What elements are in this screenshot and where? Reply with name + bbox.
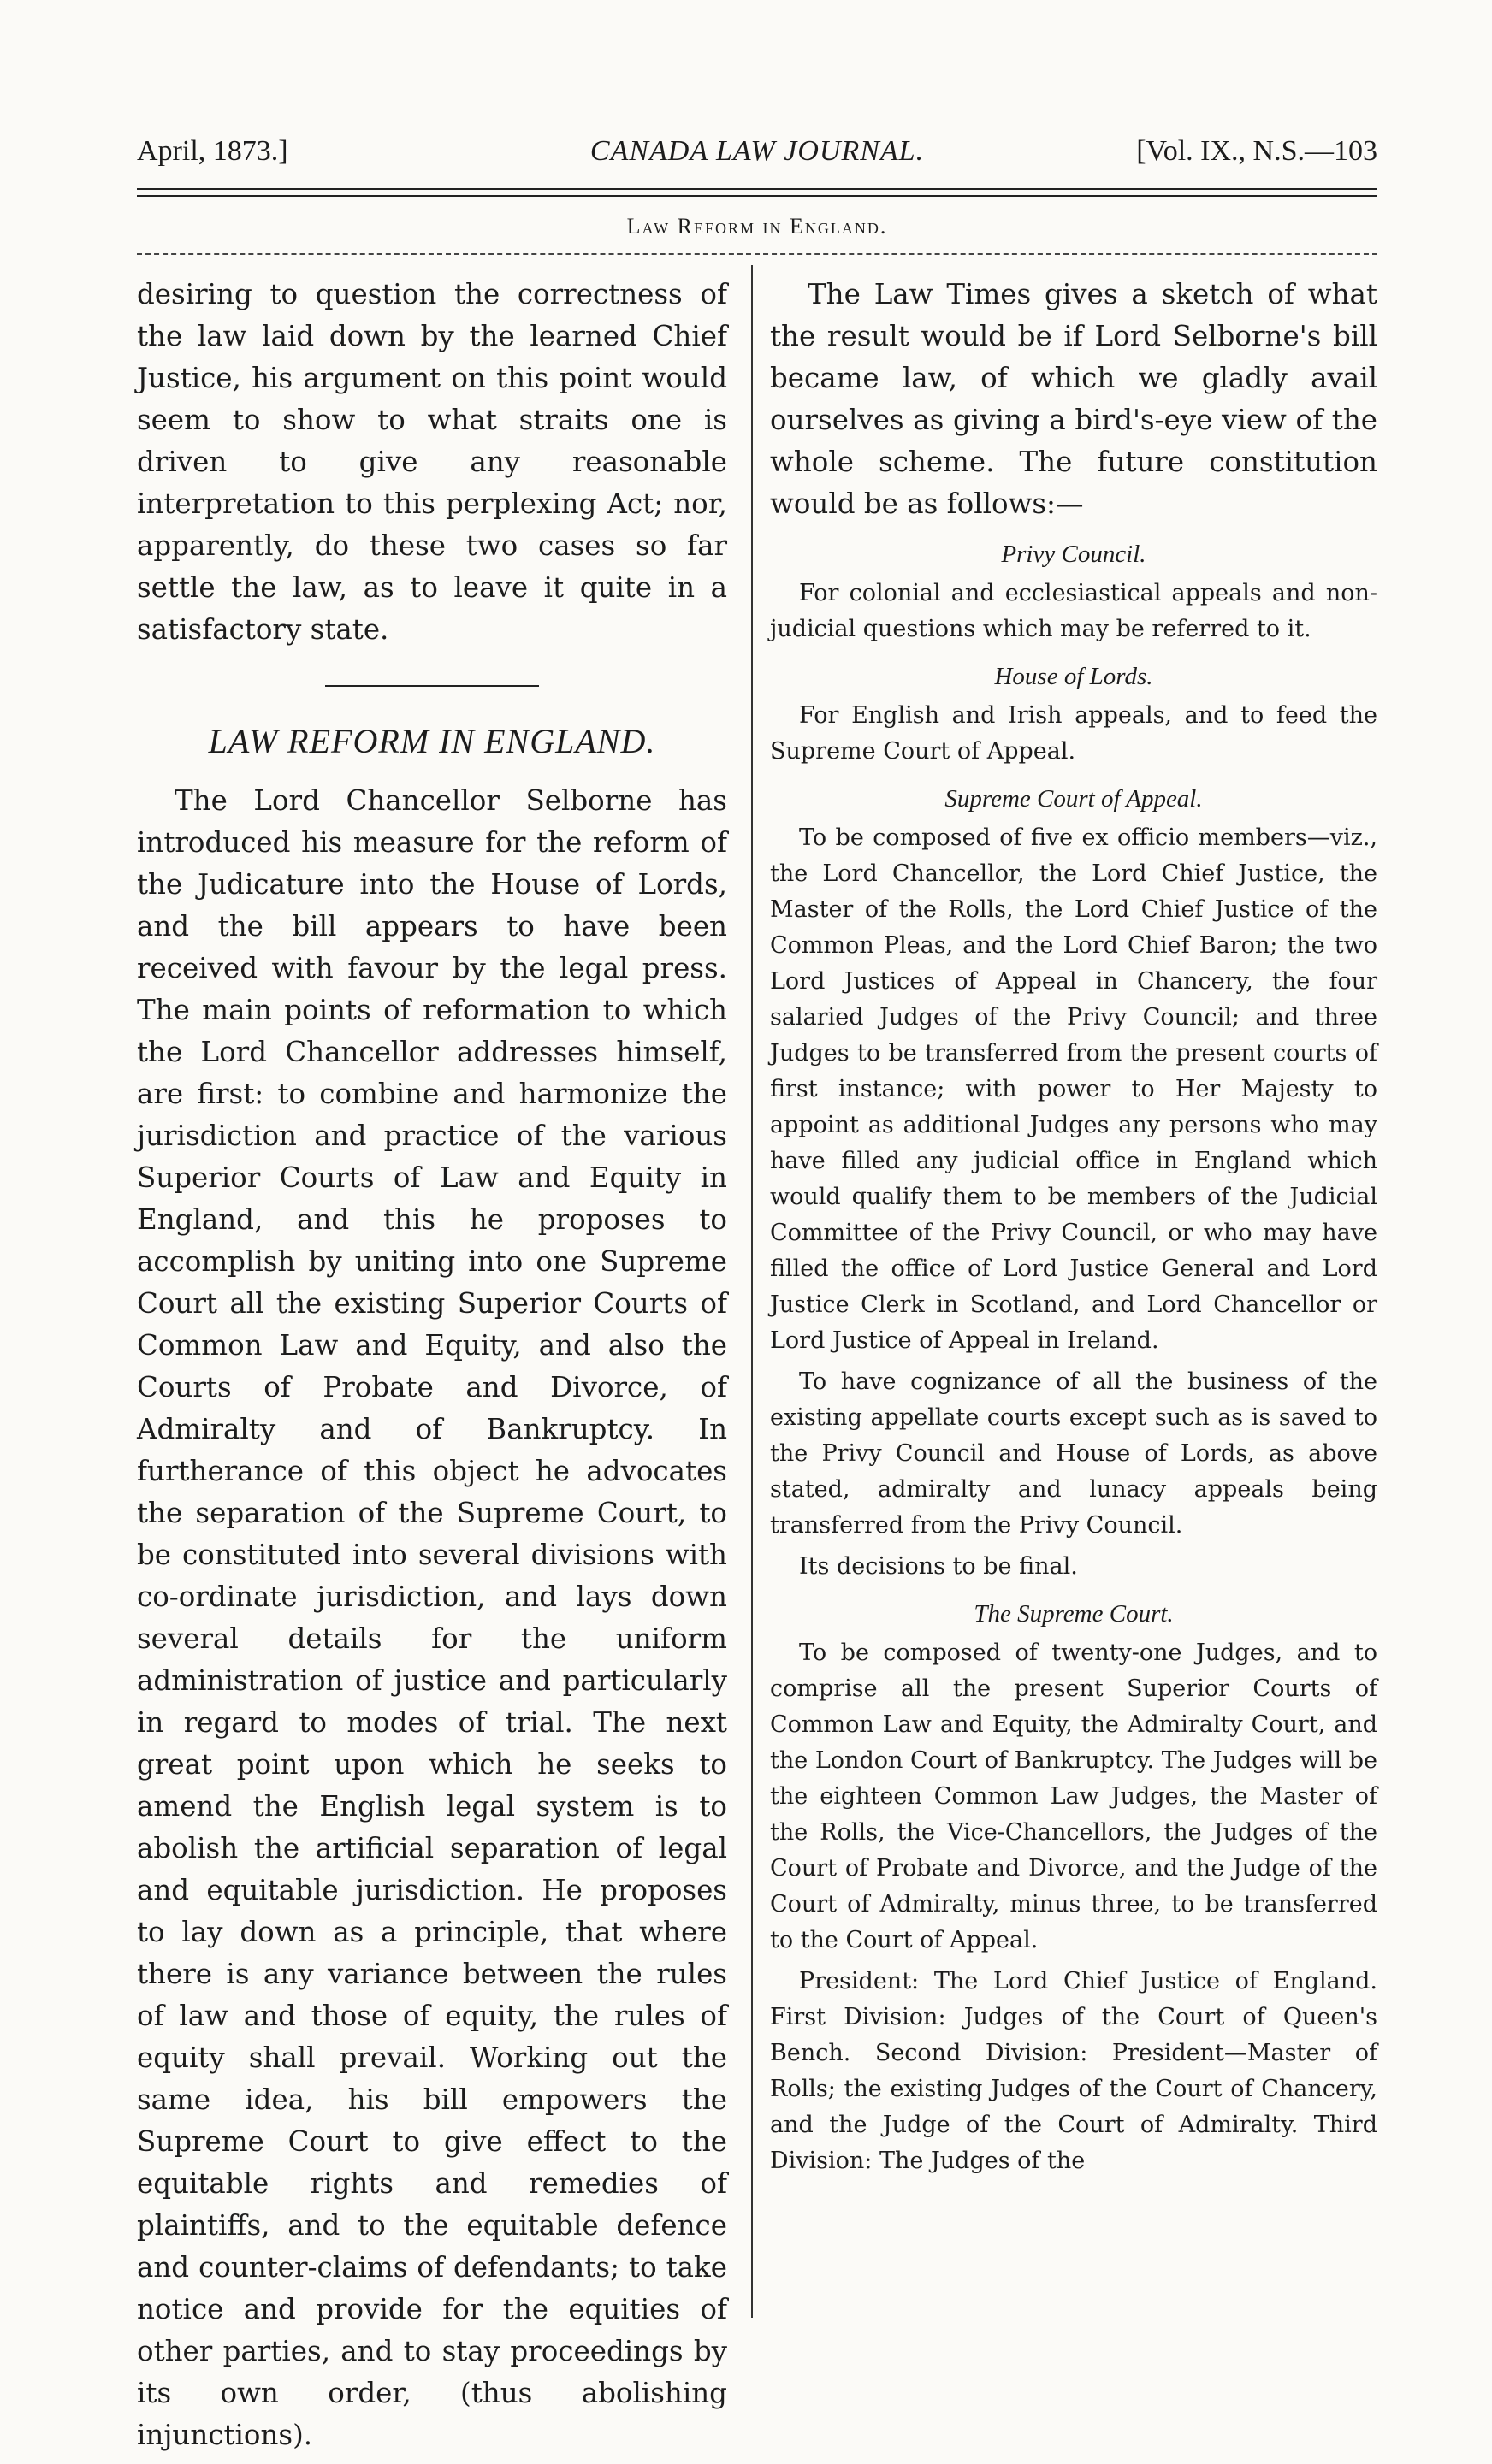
left-column <box>137 274 727 2456</box>
supreme-court-heading: The Supreme Court. <box>974 1600 1174 1628</box>
supreme-court-text-2: President: The Lord Chief Justice of England. First Division: Judges of the Court of Queen's Bench. Second Division: President—Master of Rolls; the existing Judges of the Court of Chancery, and the Judge of the Court of Admiralty. Third Division: The Judges of the <box>770 1968 1377 2174</box>
house-of-lords-heading: House of Lords. <box>994 663 1153 690</box>
intro-paragraph: The Law Times gives a sketch of what the result would be if Lord Selborne's bill became law, of which we gladly avail ourselves as giving a bird's-eye view of the whole scheme. The future constitution would be as follows:— <box>770 278 1377 520</box>
appeal-court-text-3: Its decisions to be final. <box>799 1553 1078 1580</box>
section-divider <box>137 253 1377 255</box>
header-journal-title: CANADA LAW JOURNAL. <box>589 135 925 167</box>
header-rule-bottom <box>137 195 1377 197</box>
article-title: LAW REFORM IN ENGLAND. <box>208 722 656 760</box>
privy-council-text: For colonial and ecclesiastical appeals and non-judicial questions which may be referred to it. <box>770 580 1377 642</box>
supreme-court-text-1: To be composed of twenty-one Judges, and to comprise all the present Superior Courts of Common Law and Equity, the Admiralty Court, and the London Court of Bankruptcy. The Judges will be the eighteen Common Law Judges, the Master of the Rolls, the Vice-Chancellors, the Judges of the Court of Probate and Divorce, and the Judge of the Court of Admiralty, minus three, to be transferred to the Court of Appeal. <box>770 1640 1377 1953</box>
header-rule-top <box>137 188 1377 190</box>
article-separator <box>325 685 539 687</box>
appeal-court-heading: Supreme Court of Appeal. <box>944 785 1203 812</box>
header-date: April, 1873.] <box>137 135 288 167</box>
privy-council-heading: Privy Council. <box>1001 541 1146 568</box>
column-divider <box>751 265 753 2318</box>
running-header <box>137 135 1377 183</box>
appeal-court-text-1: To be composed of five ex officio members—viz., the Lord Chancellor, the Lord Chief Justice, the Master of the Rolls, the Lord Chief Justice of the Common Pleas, and the Lord Chief Baron; the two Lord Justices of Appeal in Chancery, the four salaried Judges of the Privy Council; and three Judges to be transferred from the present courts of first instance; with power to Her Majesty to appoint as additional Judges any persons who may have filled any judicial office in England which would qualify them to be members of the Judicial Committee of the Privy Council, or who may have filled the office of Lord Justice General and Lord Justice Clerk in Scotland, and Lord Chancellor or Lord Justice of Appeal in Ireland. <box>770 824 1377 1354</box>
header-volume: [Vol. IX., N.S.—103 <box>1136 135 1377 167</box>
house-of-lords-text: For English and Irish appeals, and to feed the Supreme Court of Appeal. <box>770 702 1377 765</box>
appeal-court-text-2: To have cognizance of all the business of the existing appellate courts except such as is saved to the Privy Council and House of Lords, as above stated, admiralty and lunacy appeals being transferred from the Privy Council. <box>770 1368 1377 1539</box>
right-column <box>770 274 1377 2184</box>
article-body: The Lord Chancellor Selborne has introduced his measure for the reform of the Judicature into the House of Lords, and the bill appears to have been received with favour by the legal press. The main points of reformation to which the Lord Chancellor addresses himself, are first: to combine and harmonize the jurisdiction and practice of the various Superior Courts of Law and Equity in England, and this he proposes to accomplish by uniting into one Supreme Court all the existing Superior Courts of Common Law and Equity, and also the Courts of Probate and Divorce, of Admiralty and of Bankruptcy. In furtherance of this object he advocates the separation of the Supreme Court, to be constituted into several divisions with co-ordinate jurisdiction, and lays down several details for the uniform administration of justice and particularly in regard to modes of trial. The next great point upon which he seeks to amend the English legal system is to abolish the artificial separation of legal and equitable jurisdiction. He proposes to lay down as a principle, that where there is any variance between the rules of law and those of equity, the rules of equity shall prevail. Working out the same idea, his bill empowers the Supreme Court to give effect to the equitable rights and remedies of plaintiffs, and to the equitable defence and counter-claims of defendants; to take notice and provide for the equities of other parties, and to stay proceedings by its own order, (thus abolishing injunctions). <box>137 784 727 2451</box>
section-title: Law Reform in England. <box>626 214 888 239</box>
continued-paragraph: desiring to question the correctness of the law laid down by the learned Chief Justice, his argument on this point would seem to show to what straits one is driven to give any reasonable interpretation to this perplexing Act; nor, apparently, do these two cases so far settle the law, as to leave it quite in a satisfactory state. <box>137 278 727 646</box>
